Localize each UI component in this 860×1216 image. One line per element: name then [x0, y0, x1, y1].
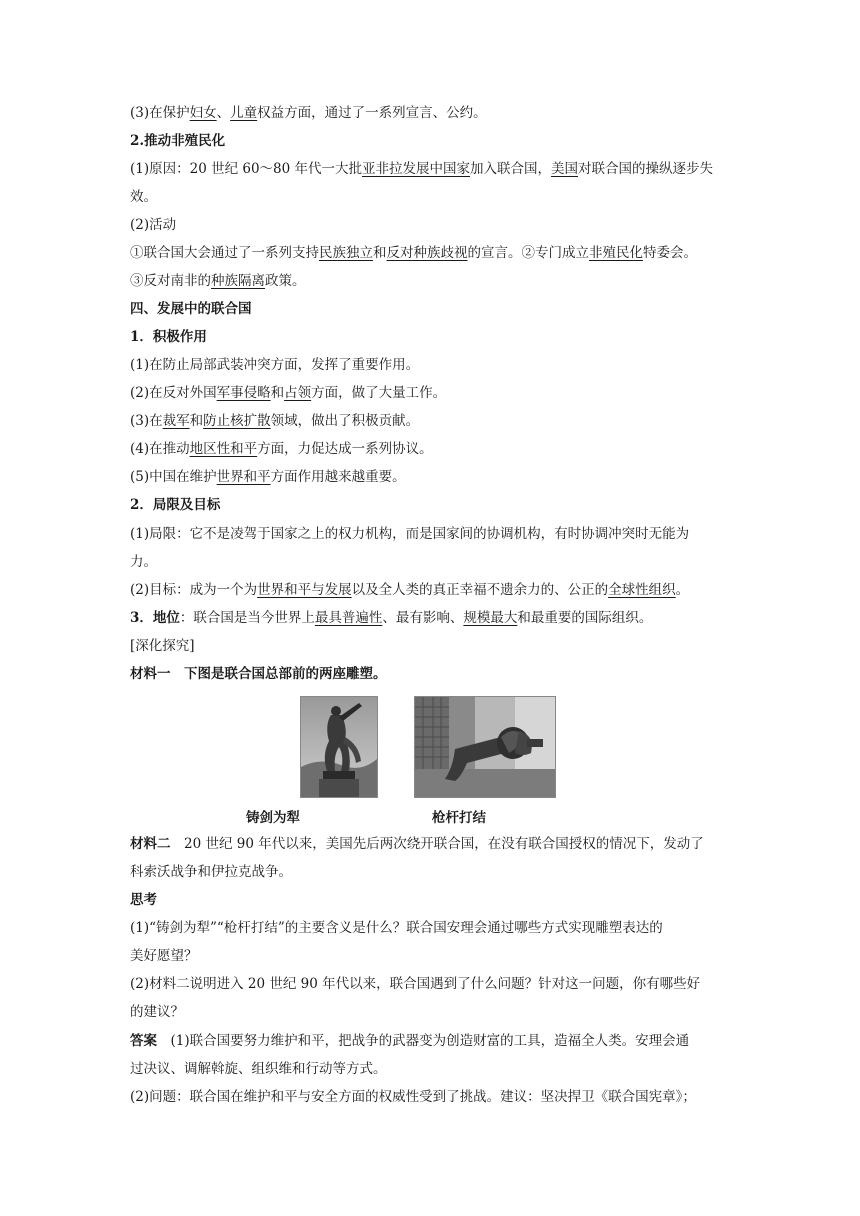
text-line: (2)在反对外国军事侵略和占领方面，做了大量工作。: [130, 385, 447, 401]
question-line: (2)材料二说明进入 20 世纪 90 年代以来，联合国遇到了什么问题？针对这一问题，你有哪些好: [130, 976, 701, 992]
text-line: (4)在推动地区性和平方面，力促达成一系列协议。: [130, 441, 433, 457]
text-line: ①联合国大会通过了一系列支持民族独立和反对种族歧视的宣言。②专门成立非殖民化特委会。: [130, 245, 697, 261]
section-heading: 四、发展中的联合国: [130, 301, 252, 317]
material-two-line: 材料二 20 世纪 90 年代以来，美国先后两次绕开联合国，在没有联合国授权的情况下，发动了: [130, 836, 704, 852]
text-line: (2)活动: [130, 217, 177, 233]
question-line: 的建议？: [130, 1004, 184, 1020]
text-line: (1)原因：20 世纪 60～80 年代一大批亚非拉发展中国家加入联合国，美国对联合国的操纵逐步失: [130, 161, 714, 177]
subsection-heading: 2．局限及目标: [130, 497, 221, 513]
subsection-heading: 1．积极作用: [130, 329, 207, 345]
text-line: (3)在裁军和防止核扩散领域，做出了积极贡献。: [130, 413, 420, 429]
question-line: (1)“铸剑为犁”“枪杆打结”的主要含义是什么？联合国安理会通过哪些方式实现雕塑表达的: [130, 920, 663, 936]
question-line: 美好愿望？: [130, 948, 198, 964]
caption-knotted-gun: 枪杆打结: [432, 810, 486, 826]
text-line: 科索沃战争和伊拉克战争。: [130, 864, 292, 880]
answer-line: (2)问题：联合国在维护和平与安全方面的权威性受到了挑战。建议：坚决捍卫《联合国宪章》；: [130, 1089, 696, 1105]
section-heading: [深化探究]: [130, 638, 195, 654]
knotted-gun-sculpture-photo: [414, 696, 556, 798]
text-line: (5)中国在维护世界和平方面作用越来越重要。: [130, 469, 406, 485]
text-line: 效。: [130, 189, 157, 205]
text-line: (1)在防止局部武装冲突方面，发挥了重要作用。: [130, 357, 420, 373]
answer-line: 答案 (1)联合国要努力维护和平，把战争的武器变为创造财富的工具，造福全人类。安理会通: [130, 1033, 690, 1049]
text-line: (1)局限：它不是凌驾于国家之上的权力机构，而是国家间的协调机构，有时协调冲突时无能为: [130, 526, 690, 542]
text-line: 力。: [130, 554, 157, 570]
material-one-heading: 材料一 下图是联合国总部前的两座雕塑。: [130, 666, 387, 682]
section-heading: 2.推动非殖民化: [130, 133, 226, 149]
answer-line: 过决议、调解斡旋、组织维和行动等方式。: [130, 1061, 387, 1077]
text-line: 3．地位：联合国是当今世界上最具普遍性、最有影响、规模最大和最重要的国际组织。: [130, 610, 653, 626]
caption-sword-plowshare: 铸剑为犁: [246, 810, 300, 826]
think-heading: 思考: [130, 892, 157, 908]
text-line: (3)在保护妇女、儿童权益方面，通过了一系列宣言、公约。: [130, 105, 487, 121]
sword-plowshare-sculpture-photo: [300, 696, 378, 798]
text-line: (2)目标：成为一个为世界和平与发展以及全人类的真正幸福不遗余力的、公正的全球性组织。: [130, 582, 690, 598]
text-line: ③反对南非的种族隔离政策。: [130, 273, 306, 289]
